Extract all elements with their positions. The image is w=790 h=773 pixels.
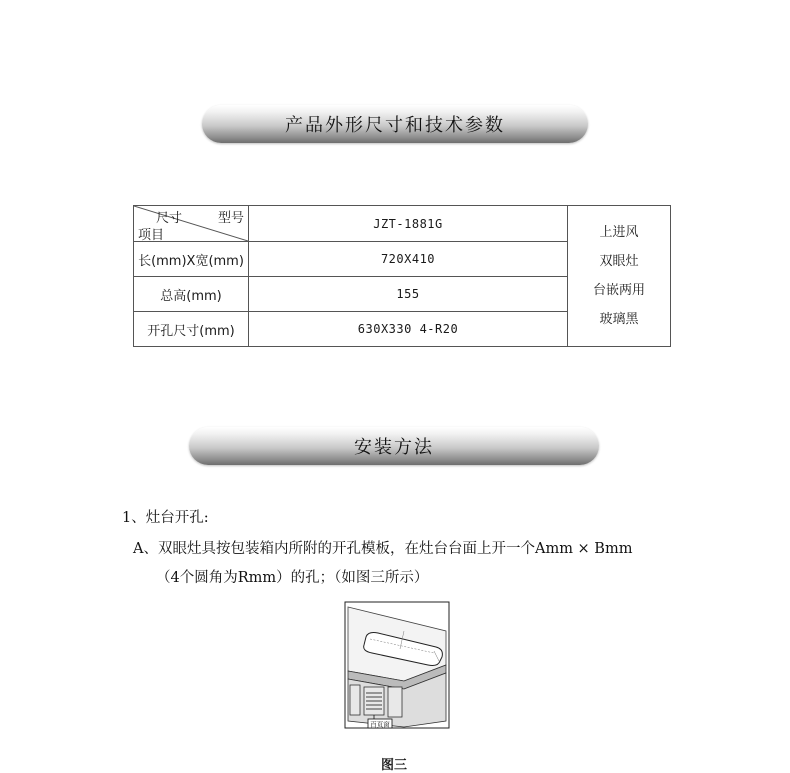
figure-caption: 图三 <box>381 758 408 773</box>
install-section-title: 安装方法 <box>354 437 434 458</box>
row-label: 开孔尺寸(mm) <box>134 312 249 347</box>
header-diagonal-cell <box>134 206 249 242</box>
description-line: 双眼灶 <box>599 254 639 269</box>
model-number: JZT-1881G <box>249 206 568 242</box>
description-cell <box>568 206 671 347</box>
step-a-line-2: （4个圆角为Rmm）的孔；（如图三所示） <box>156 570 429 586</box>
row-value: 630X330 4-R20 <box>249 312 568 347</box>
figure-label: 百页窗 <box>370 720 390 729</box>
table-header-row <box>134 206 671 242</box>
row-label: 长(mm)X宽(mm) <box>134 242 249 277</box>
row-value: 720X410 <box>249 242 568 277</box>
spec-section-banner <box>202 105 588 143</box>
header-size-label: 尺寸 <box>156 211 183 226</box>
header-item-label: 项目 <box>138 228 165 243</box>
countertop-cutout-illustration <box>344 601 450 729</box>
row-label: 总高(mm) <box>134 277 249 312</box>
header-model-label: 型号 <box>218 211 245 226</box>
description-line: 台嵌两用 <box>592 283 645 298</box>
spec-table <box>133 205 671 347</box>
description-line: 玻璃黑 <box>599 312 639 327</box>
row-value: 155 <box>249 277 568 312</box>
description-line: 上进风 <box>599 225 639 240</box>
step-a-line-1: A、双眼灶具按包装箱内所附的开孔模板，在灶台台面上开一个Amm × Bmm <box>133 541 633 557</box>
install-section-banner <box>189 427 599 465</box>
spec-section-title: 产品外形尺寸和技术参数 <box>285 115 505 136</box>
step-1-heading: 1、灶台开孔: <box>122 510 209 526</box>
